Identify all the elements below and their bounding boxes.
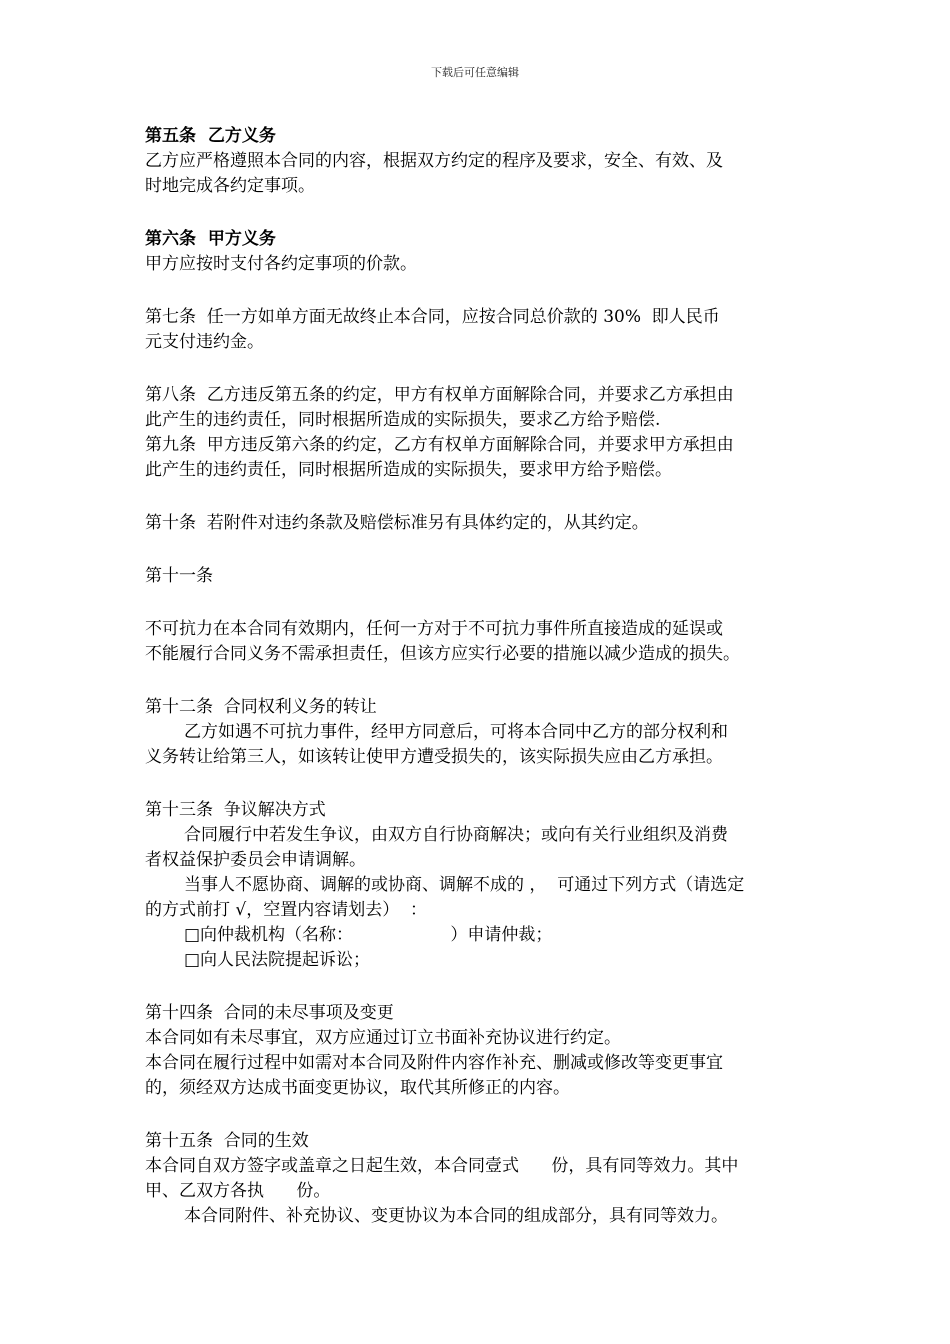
article-5 [145,124,810,199]
article-12-line: 乙方如遇不可抗力事件，经甲方同意后，可将本合同中乙方的部分权利和 [184,722,728,742]
header-note: 下载后可任意编辑 [431,66,519,79]
article-5-line: 时地完成各约定事项。 [145,176,315,196]
article-15 [145,1129,810,1229]
article-15-line: 甲、乙双方各执 份。 [145,1181,331,1201]
spacer [145,667,810,695]
spacer [145,770,810,798]
article-10 [145,511,810,536]
article-14-line: 本合同如有未尽事宜，双方应通过订立书面补充协议进行约定。 [145,1028,621,1048]
article-9-line: 第九条 甲方违反第六条的约定，乙方有权单方面解除合同，并要求甲方承担由 [145,435,734,455]
article-12-line: 义务转让给第三人，如该转让使甲方遭受损失的，该实际损失应由乙方承担。 [145,747,723,767]
article-14-line: 的，须经双方达成书面变更协议，取代其所修正的内容。 [145,1078,570,1098]
article-14-title: 第十四条 合同的未尽事项及变更 [145,1003,394,1023]
article-9-line: 此产生的违约责任，同时根据所造成的实际损失，要求甲方给予赔偿。 [145,460,672,480]
spacer [145,973,810,1001]
article-13-title: 第十三条 争议解决方式 [145,800,326,820]
spacer [145,199,810,227]
article-12 [145,695,810,770]
article-5-title: 第五条 乙方义务 [145,126,276,146]
article-15-line: 本合同自双方签字或盖章之日起生效，本合同壹式 份，具有同等效力。其中 [145,1156,739,1176]
spacer [145,277,810,305]
article-11-line: 不可抗力在本合同有效期内，任何一方对于不可抗力事件所直接造成的延误或 [145,619,723,639]
article-7-line: 元支付违约金。 [145,332,264,352]
article-8-line: 第八条 乙方违反第五条的约定，甲方有权单方面解除合同，并要求乙方承担由 [145,385,734,405]
article-12-title: 第十二条 合同权利义务的转让 [145,697,377,717]
article-8-line: 此产生的违约责任，同时根据所造成的实际损失，要求乙方给予赔偿. [145,410,661,430]
article-11-title: 第十一条 [145,566,213,586]
spacer [145,483,810,511]
article-7 [145,305,810,355]
spacer [145,1101,810,1129]
spacer [145,589,810,617]
arbitration-option[interactable]: □向仲裁机构（名称： ）申请仲裁； [184,925,553,945]
article-13-line: 者权益保护委员会申请调解。 [145,850,366,870]
article-13-line: 合同履行中若发生争议，由双方自行协商解决；或向有关行业组织及消费 [184,825,728,845]
article-6-title: 第六条 甲方义务 [145,229,276,249]
spacer [145,536,810,564]
article-13 [145,798,810,973]
article-11 [145,564,810,667]
litigation-option[interactable]: □向人民法院提起诉讼； [184,950,371,970]
article-6-line: 甲方应按时支付各约定事项的价款。 [145,254,417,274]
article-11-line: 不能履行合同义务不需承担责任，但该方应实行必要的措施以减少造成的损失。 [145,644,740,664]
article-13-line: 当事人不愿协商、调解的或协商、调解不成的 ， 可通过下列方式（请选定 [184,875,745,895]
spacer [145,355,810,383]
article-13-line: 的方式前打 √，空置内容请划去） ： [145,900,428,920]
article-15-title: 第十五条 合同的生效 [145,1131,309,1151]
contract-page [145,124,810,1229]
article-8 [145,383,810,433]
article-14-line: 本合同在履行过程中如需对本合同及附件内容作补充、删减或修改等变更事宜 [145,1053,723,1073]
article-6 [145,227,810,277]
article-5-line: 乙方应严格遵照本合同的内容，根据双方约定的程序及要求，安全、有效、及 [145,151,723,171]
article-14 [145,1001,810,1101]
article-7-line: 第七条 任一方如单方面无故终止本合同，应按合同总价款的 30% 即人民币 [145,307,720,327]
article-9 [145,433,810,483]
article-15-line: 本合同附件、补充协议、变更协议为本合同的组成部分，具有同等效力。 [184,1206,728,1226]
article-10-line: 第十条 若附件对违约条款及赔偿标准另有具体约定的，从其约定。 [145,513,649,533]
